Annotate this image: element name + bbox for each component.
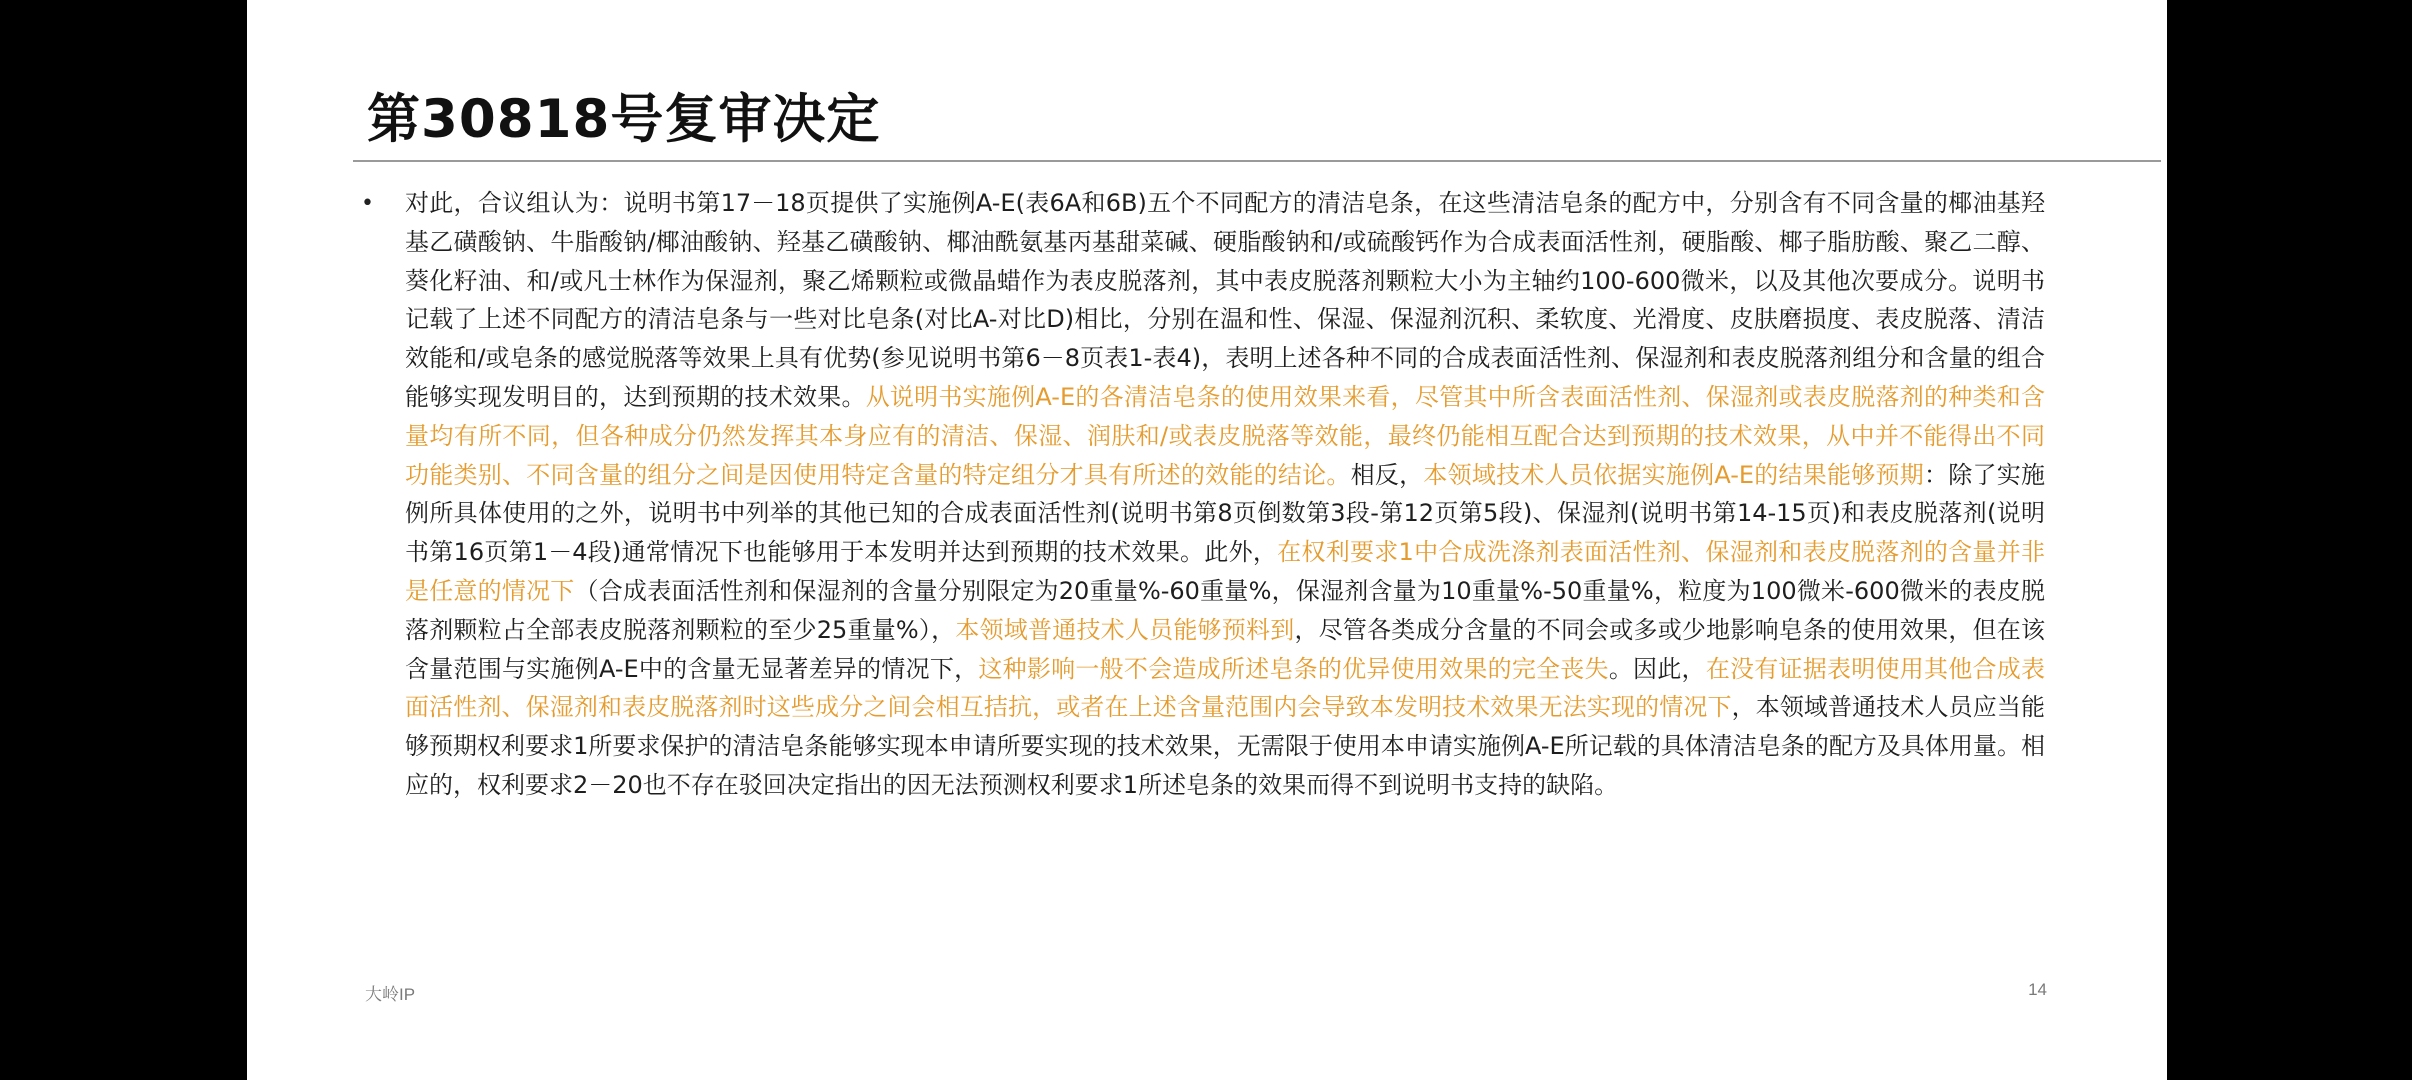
slide-title: 第30818号复审决定 [367,89,881,150]
text-segment: ，尽管各类成分含量的不同会或多或少地影响皂条的使用效果，但在该含量范围与实施例A-E中的含量无显著差异的情况下， [405,615,2045,683]
text-segment: ：除了实施例所具体使用的之外，说明书中列举的其他已知的合成表面活性剂(说明书第8页倒数第3段-第12页第5段)、保湿剂(说明书第14-15页)和表皮脱落剂(说明书第16页第1－4段)通常情况下也能够用于本发明并达到预期的技术效果。此外， [405,460,2046,567]
title-divider [353,160,2161,162]
bullet-dot-icon: • [361,191,374,216]
text-segment: 对此，合议组认为：说明书第17－18页提供了实施例A-E(表6A和6B)五个不同配方的清洁皂条，在这些清洁皂条的配方中，分别含有不同含量的椰油基羟基乙磺酸钠、牛脂酸钠/椰油酸钠、羟基乙磺酸钠、椰油酰氨基丙基甜菜碱、硬脂酸钠和/或硫酸钙作为合成表面活性剂，硬脂酸、椰子脂肪酸、聚乙二醇、葵化籽油、和/或凡士林作为保湿剂，聚乙烯颗粒或微晶蜡作为表皮脱落剂，其中表皮脱落剂颗粒大小为主轴约100-600微米，以及其他次要成分。说明书记载了上述不同配方的清洁皂条与一些对比皂条(对比A-对比D)相比，分别在温和性、保湿、保湿剂沉积、柔软度、光滑度、皮肤磨损度、表皮脱落、清洁效能和/或皂条的感觉脱落等效果上具有优势(参见说明书第6－8页表1-表4)，表明上述各种不同的合成表面活性剂、保湿剂和表皮脱落剂组分和含量的组合能够实现发明目的，达到预期的技术效果。 [405,189,2045,411]
highlighted-segment: 本领域技术人员依据实施例A-E的结果能够预期 [1423,460,1925,489]
highlighted-segment: 这种影响一般不会造成所述皂条的优异使用效果的完全丧失 [978,654,1609,683]
highlighted-segment: 本领域普通技术人员能够预料到 [955,615,1295,644]
text-segment: （合成表面活性剂和保湿剂的含量分别限定为20重量%-60重量%，保湿剂含量为10重量%-50重量%，粒度为100微米-600微米的表皮脱落剂颗粒占全部表皮脱落剂颗粒的至少25重量%）， [405,576,2045,644]
slide-body [357,184,2137,805]
text-segment: 。因此， [1608,654,1706,683]
text-segment: ，本领域普通技术人员应当能够预期权利要求1所要求保护的清洁皂条能够实现本申请所要实现的技术效果，无需限于使用本申请实施例A-E所记载的具体清洁皂条的配方及具体用量。相应的，权利要求2－20也不存在驳回决定指出的因无法预测权利要求1所述皂条的效果而得不到说明书支持的缺陷。 [405,693,2046,799]
highlighted-segment: 在没有证据表明使用其他合成表面活性剂、保湿剂和表皮脱落剂时这些成分之间会相互拮抗，或者在上述含量范围内会导致本发明技术效果无法实现的情况下 [405,654,2046,722]
footer-page-number: 14 [2028,980,2047,999]
footer-brand: 大岭IP [365,985,416,1004]
text-segment: 相反， [1350,460,1424,489]
presentation-slide [247,0,2167,1080]
bullet-item [357,184,2137,805]
decision-paragraph [405,184,2045,805]
highlighted-segment: 在权利要求1中合成洗涤剂表面活性剂、保湿剂和表皮脱落剂的含量并非是任意的情况下 [405,538,2045,605]
highlighted-segment: 从说明书实施例A-E的各清洁皂条的使用效果来看，尽管其中所含表面活性剂、保湿剂或表皮脱落剂的种类和含量均有所不同，但各种成分仍然发挥其本身应有的清洁、保湿、润肤和/或表皮脱落等效能，最终仍能相互配合达到预期的技术效果，从中并不能得出不同功能类别、不同含量的组分之间是因使用特定含量的特定组分才具有所述的效能的结论。 [405,382,2045,489]
